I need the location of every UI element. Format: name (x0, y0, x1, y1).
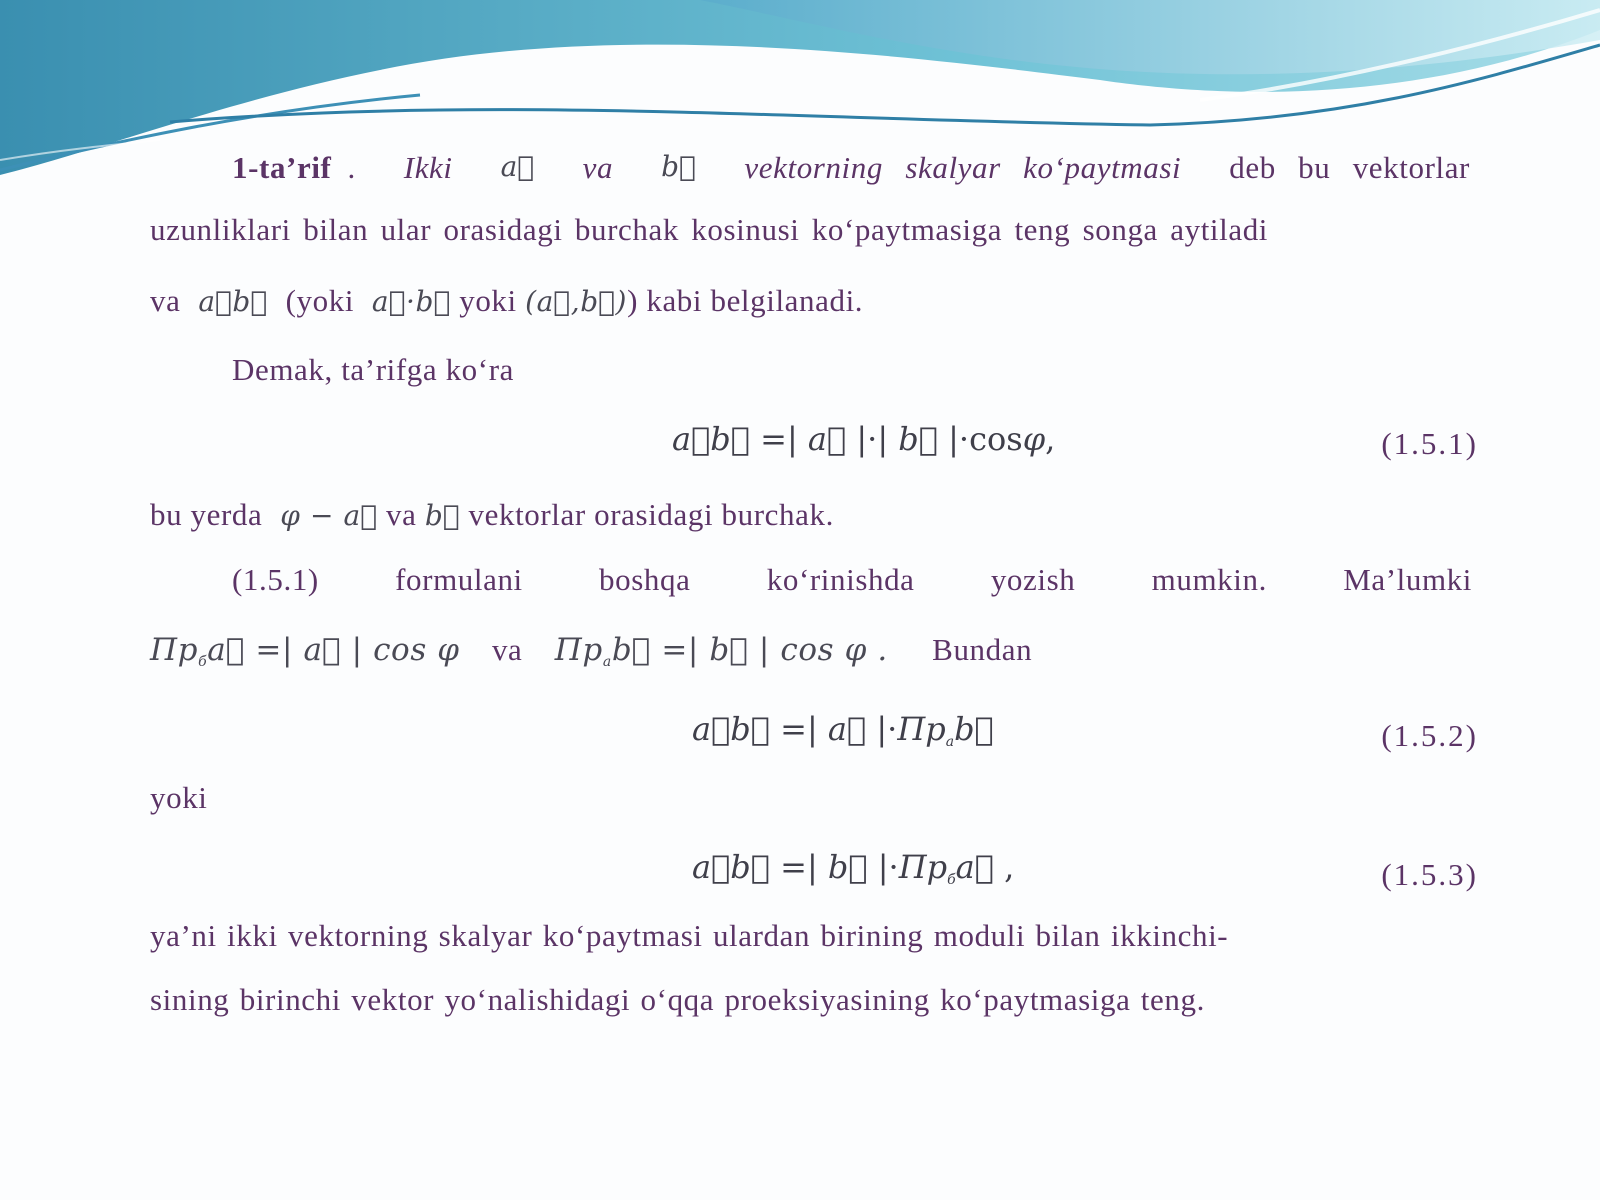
definition-ikki: Ikki (403, 150, 453, 185)
definition-line-1: 1-ta’rif . Ikki a⃗ va b⃗ vektorning skalyar ko‘paytmasi deb bu vektorlar (232, 150, 1470, 185)
conclusion-line-1: ya’ni ikki vektorning skalyar ko‘paytmasi ulardan birining moduli bilan ikkinchi- (150, 918, 1229, 953)
conclusion-line-2: sining birinchi vektor yo‘nalishidagi o‘qqa proeksiyasining ko‘paytmasiga teng. (150, 982, 1205, 1017)
vector-a: a⃗ (500, 150, 535, 183)
equation-1-5-2: a⃗b⃗ =| a⃗ $|\cdot Пp_ab⃗$ (692, 710, 994, 750)
equation-label-3: (1.5.3) (1381, 857, 1478, 892)
definition-line-2: uzunliklari bilan ular orasidagi burchak kosinusi ko‘paytmasiga teng songa aytiladi (150, 212, 1269, 247)
definition-line1-tail: deb bu vektorlar (1229, 150, 1470, 185)
definition-term: 1-ta’rif (232, 150, 332, 185)
yoki-line: yoki (150, 780, 208, 815)
formula-paragraph-line: (1.5.1) formulani boshqa ko‘rinishda yozish mumkin. Ma’lumki (232, 562, 1472, 597)
equation-label-2: (1.5.2) (1381, 718, 1478, 753)
notation-a-dot-b: a⃗·b⃗ (362, 285, 451, 318)
vector-b: b⃗ (661, 150, 697, 183)
equation-label-1: (1.5.1) (1381, 426, 1478, 461)
projection-line: $Пp_бa⃗$ =| a⃗ | cos φ va $Пp_ab⃗$ =| b⃗ | cos φ . Bundan (150, 632, 1033, 670)
definition-scalar-product-phrase: vektorning skalyar ko‘paytmasi (744, 150, 1182, 185)
notation-ab: a⃗b⃗ (188, 285, 278, 318)
definition-line-3: va a⃗b⃗ (yoki a⃗·b⃗ yoki (a⃗,b⃗)) kabi belgilanadi. (150, 283, 864, 318)
equation-1-5-3: a⃗b⃗ =| b⃗ $|\cdot Пp_бa⃗$ , (692, 848, 1015, 888)
notation-pair: (a⃗,b⃗) (525, 285, 628, 318)
phi-explanation-line: bu yerda φ − a⃗ va b⃗ vektorlar orasidagi burchak. (150, 497, 834, 532)
definition-va: va (582, 150, 614, 185)
demak-line: Demak, ta’rifga ko‘ra (232, 352, 514, 387)
equation-1-5-1: a⃗b⃗ =| a⃗ |·| b⃗ |·cosφ, (672, 420, 1056, 458)
